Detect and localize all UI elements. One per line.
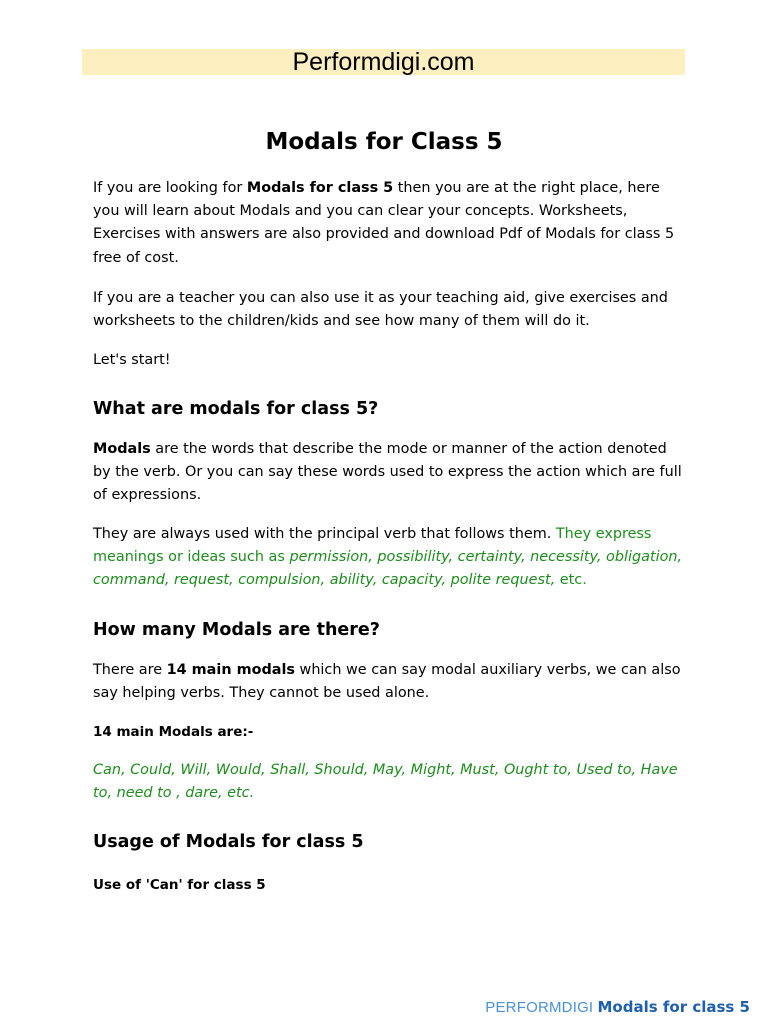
intro-text-a: If you are looking for bbox=[93, 180, 247, 196]
footer-brand: PERFORMDIGI bbox=[485, 999, 594, 1016]
intro-paragraph-3: Let's start! bbox=[93, 352, 171, 368]
modals-bold-term: Modals bbox=[93, 441, 151, 457]
modals-meanings-list: permission, possibility, certainty, necessity, obligation, command, request, compulsion, ability, capacity, polite request, bbox=[93, 549, 683, 589]
site-banner bbox=[82, 49, 685, 75]
section-heading-usage: Usage of Modals for class 5 bbox=[93, 832, 364, 852]
main-modals-list-heading: 14 main Modals are:- bbox=[93, 724, 254, 740]
site-name: Performdigi.com bbox=[292, 48, 475, 76]
intro-bold-term: Modals for class 5 bbox=[246, 180, 394, 196]
main-modals-list: Can, Could, Will, Would, Shall, Should, May, Might, Must, Ought to, Used to, Have to, need to , dare, etc. bbox=[93, 762, 678, 802]
intro-paragraph-2: If you are a teacher you can also use it as your teaching aid, give exercises and worksheets to the children/kids and see how many of them will do it. bbox=[93, 290, 668, 330]
use-of-can-subheading: Use of 'Can' for class 5 bbox=[93, 877, 266, 893]
main-modals-paragraph bbox=[93, 659, 683, 705]
modals-usage-plain: They are always used with the principal verb that follows them. bbox=[93, 526, 556, 542]
main-modals-bold: 14 main modals bbox=[166, 662, 295, 678]
intro-text-b: then you are at the right place, here you will learn about Modals and you can clear your concepts. Worksheets, Exercises with answers are also provided and download Pdf of Modals for class 5 free of cost. bbox=[93, 180, 675, 266]
modals-definition-paragraph bbox=[93, 438, 683, 508]
modals-definition-text: are the words that describe the mode or manner of the action denoted by the verb. Or you can say these words used to express the action which are full of expressions. bbox=[93, 441, 682, 504]
modals-usage-paragraph bbox=[93, 523, 683, 593]
footer-doc-title: Modals for class 5 bbox=[597, 998, 750, 1016]
intro-paragraph-1 bbox=[93, 177, 683, 270]
section-heading-what-are-modals: What are modals for class 5? bbox=[93, 399, 379, 419]
main-modals-text-a: There are bbox=[93, 662, 167, 678]
page-footer bbox=[485, 996, 750, 1019]
section-heading-how-many-modals: How many Modals are there? bbox=[93, 620, 380, 640]
page-title: Modals for Class 5 bbox=[265, 129, 503, 155]
modals-usage-etc: etc. bbox=[555, 572, 587, 589]
main-modals-text-b: which we can say modal auxiliary verbs, we can also say helping verbs. They cannot be used alone. bbox=[93, 662, 681, 702]
modals-usage-green: They express meanings or ideas such as bbox=[93, 526, 652, 566]
